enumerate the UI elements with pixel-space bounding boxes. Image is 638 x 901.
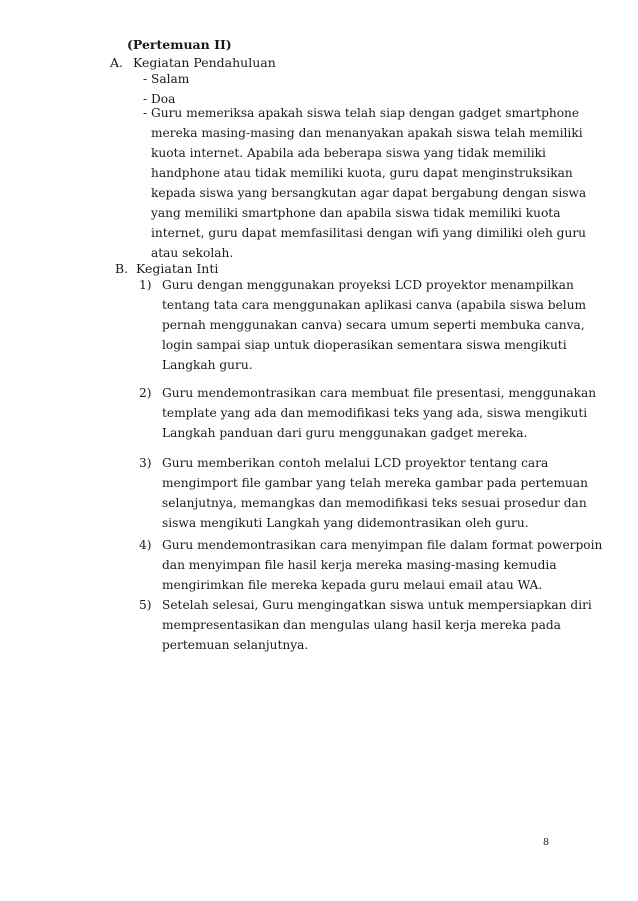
list-item-marker: 5) [139,598,152,612]
list-item-line: template yang ada dan memodifikasi teks yang ada, siswa mengikuti [162,406,588,420]
page-number: 8 [543,837,550,848]
list-item-marker: - [143,106,148,120]
list-item-line: yang memiliki smartphone dan apabila siswa tidak memiliki kuota [151,206,561,220]
list-item-marker: 1) [139,278,152,292]
list-item-line: login sampai siap untuk dioperasikan sementara siswa mengikuti [162,338,567,352]
list-item-line: Langkah panduan dari guru menggunakan gadget mereka. [162,426,528,440]
list-item-line: handphone atau tidak memiliki kuota, guru dapat menginstruksikan [151,166,573,180]
list-item-line: kuota internet. Apabila ada beberapa siswa yang tidak memiliki [151,146,546,160]
list-item-line: Guru mendemontrasikan cara menyimpan file dalam format powerpoin [162,538,603,552]
list-item-line: siswa mengikuti Langkah yang didemontrasikan oleh guru. [162,516,529,530]
list-item-marker: 4) [139,538,152,552]
list-item-line: Setelah selesai, Guru mengingatkan siswa untuk mempersiapkan diri [162,598,592,612]
list-item-line: pertemuan selanjutnya. [162,638,309,652]
list-item-line: atau sekolah. [151,246,234,260]
list-item-line: pernah menggunakan canva) secara umum seperti membuka canva, [162,318,585,332]
list-item-line: Guru memberikan contoh melalui LCD proyektor tentang cara [162,456,549,470]
list-item-line: mempresentasikan dan mengulas ulang hasil kerja mereka pada [162,618,561,632]
list-item-marker: - [143,72,148,86]
section-b-heading: Kegiatan Inti [136,261,219,276]
section-a-heading: Kegiatan Pendahuluan [133,55,276,70]
list-item-line: selanjutnya, memangkas dan memodifikasi teks sesuai prosedur dan [162,496,587,510]
list-item-line: Salam [151,72,190,86]
list-item-line: mengirimkan file mereka kepada guru melaui email atau WA. [162,578,543,592]
list-item-line: Langkah guru. [162,358,253,372]
page-title: (Pertemuan II) [127,37,232,52]
list-item-line: dan menyimpan file hasil kerja mereka masing-masing kemudia [162,558,557,572]
section-b-marker: B. [115,261,129,276]
list-item-line: tentang tata cara menggunakan aplikasi canva (apabila siswa belum [162,298,587,312]
list-item-line: Doa [151,92,176,106]
list-item-line: kepada siswa yang bersangkutan agar dapat bergabung dengan siswa [151,186,587,200]
list-item-line: Guru mendemontrasikan cara membuat file presentasi, menggunakan [162,386,597,400]
list-item-marker: - [143,92,148,106]
list-item-marker: 2) [139,386,152,400]
list-item-line: mengimport file gambar yang telah mereka gambar pada pertemuan [162,476,588,490]
list-item-line: mereka masing-masing dan menanyakan apakah siswa telah memiliki [151,126,583,140]
section-a-marker: A. [110,55,124,70]
list-item-line: Guru memeriksa apakah siswa telah siap dengan gadget smartphone [151,106,580,120]
list-item-line: Guru dengan menggunakan proyeksi LCD proyektor menampilkan [162,278,574,292]
list-item-marker: 3) [139,456,152,470]
list-item-line: internet, guru dapat memfasilitasi dengan wifi yang dimiliki oleh guru [151,226,587,240]
